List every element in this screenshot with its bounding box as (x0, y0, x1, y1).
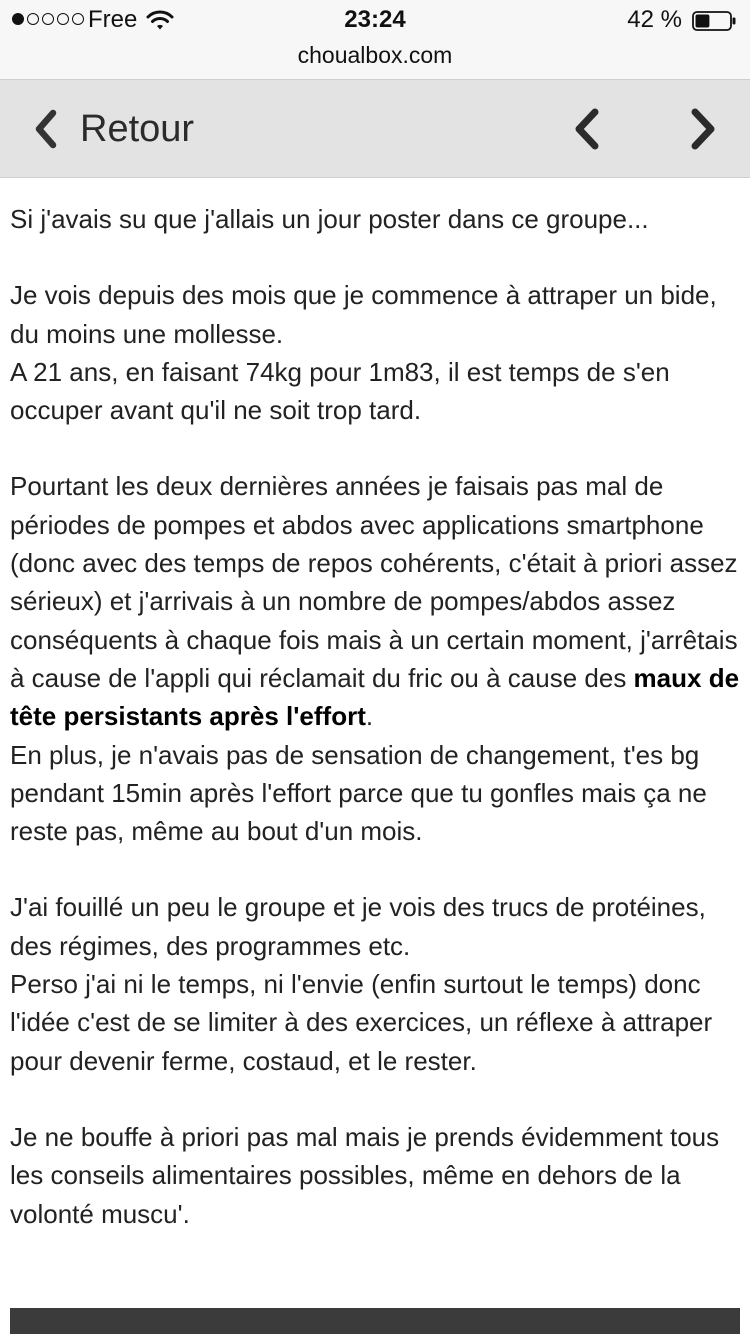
paragraph-diet: Je ne bouffe à priori pas mal mais je prends évidemment tous les conseils alimentaires possibles, même en dehors de la volonté muscu'. (10, 1121, 720, 1229)
url-bar[interactable] (0, 40, 750, 80)
status-bar (0, 0, 750, 40)
paragraph-research: J'ai fouillé un peu le groupe et je vois des trucs de protéines, des régimes, des programmes etc. Perso j'ai ni le temps, ni l'envie (enfin surtout le temps) donc l'idée c'est de se limiter à des exercices, un réflexe à attraper pour devenir ferme, costaud, et le rester. (10, 892, 713, 1076)
clock: 23:24 (344, 6, 406, 33)
paragraph-history: Pourtant les deux dernières années je faisais pas mal de périodes de pompes et abdos avec applications smartphone (donc avec des temps de repos cohérents, c'était à priori assez sérieux) et j'arrivais à un nombre de pompes/abdos assez conséquents à chaque fois mais à un certain moment, j'arrêtais à cause de l'appli qui réclamait du fric ou à cause des maux de tête persistants après l'effort. En plus, je n'avais pas de sensation de changement, t'es bg pendant 15min après l'effort parce que tu gonfles mais ça ne reste pas, même au bout d'un mois. (10, 471, 740, 847)
wifi-icon (146, 9, 174, 31)
signal-dot (42, 13, 54, 25)
nav-bar (0, 80, 750, 178)
chevron-left-icon (30, 109, 60, 149)
signal-dot (57, 13, 69, 25)
url-domain: choualbox.com (297, 42, 453, 68)
signal-dot (72, 13, 84, 25)
back-label: Retour (80, 107, 195, 150)
signal-dot (27, 13, 39, 25)
signal-dots-icon (12, 13, 84, 25)
battery-icon (692, 11, 736, 31)
bold-emphasis: maux de tête persistants après l'effort (10, 662, 740, 732)
back-button[interactable] (30, 102, 194, 156)
carrier-name: Free (88, 6, 138, 33)
footer-bar (10, 1308, 740, 1334)
battery-percent: 42 % (627, 6, 682, 33)
signal-dot (12, 13, 24, 25)
paragraph-intro: Si j'avais su que j'allais un jour poster dans ce groupe... (10, 204, 649, 234)
article-body (10, 200, 745, 1271)
previous-button[interactable] (566, 106, 606, 152)
next-button[interactable] (684, 106, 724, 152)
paragraph-context: Je vois depuis des mois que je commence à attraper un bide, du moins une mollesse. A 21 ans, en faisant 74kg pour 1m83, il est temps de s'en occuper avant qu'il ne soit trop tard. (10, 280, 717, 426)
